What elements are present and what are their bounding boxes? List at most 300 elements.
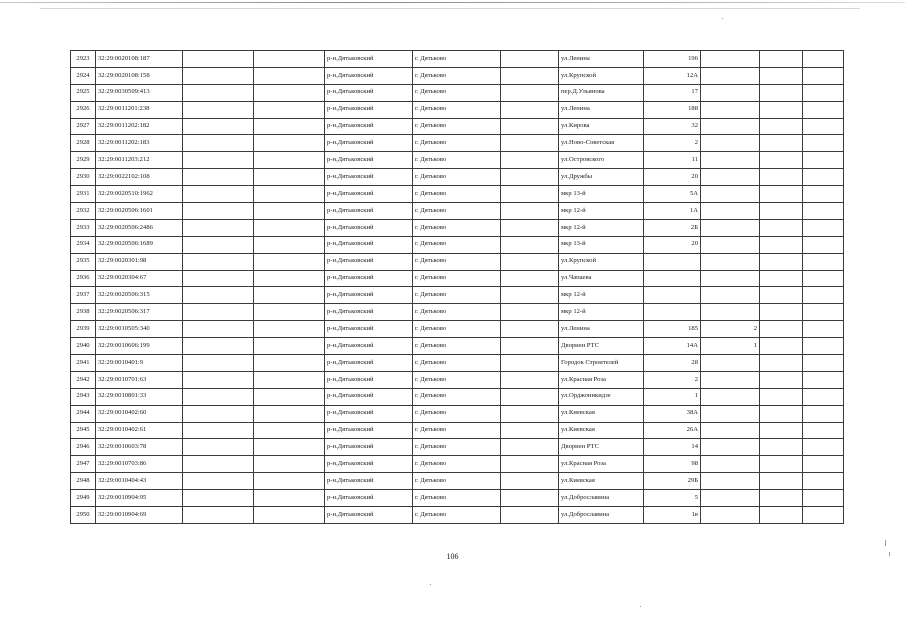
cell-town: г. Дятьково [413,169,501,186]
cell-row-number: 2925 [71,84,96,101]
cell-town: г. Дятьково [413,67,501,84]
cell-empty [501,84,559,101]
cell-street: ул.Красная Роза [559,371,644,388]
cell-empty [803,456,844,473]
cell-empty [254,219,325,236]
cell-empty [501,270,559,287]
table-row [71,101,844,118]
cell-empty [501,186,559,203]
cell-empty [760,203,803,220]
cell-row-number: 2946 [71,439,96,456]
cell-empty [760,355,803,372]
cell-town: г. Дятьково [413,422,501,439]
cell-cadastral-number: 32:29:0020301:98 [96,253,183,270]
cell-cadastral-number: 32:29:0020506:1689 [96,236,183,253]
cell-extra-value [701,405,760,422]
cell-empty [803,355,844,372]
cell-empty [760,388,803,405]
table-row [71,473,844,490]
cell-row-number: 2923 [71,51,96,68]
cell-row-number: 2948 [71,473,96,490]
cell-house-number: 2 [644,135,701,152]
cell-empty [183,439,254,456]
cell-empty [760,507,803,524]
cell-house-number: 14 [644,439,701,456]
cell-house-number: 2Б [644,219,701,236]
table-row [71,118,844,135]
cell-empty [803,388,844,405]
cell-empty [501,321,559,338]
cell-town: г. Дятьково [413,371,501,388]
table-row [71,371,844,388]
cell-district: р-н.Дятьковский [325,304,413,321]
cell-district: р-н.Дятьковский [325,439,413,456]
cell-cadastral-number: 32:29:0010904:95 [96,490,183,507]
cell-empty [501,405,559,422]
cell-extra-value [701,439,760,456]
cell-town: г. Дятьково [413,101,501,118]
cell-extra-value: 1 [701,338,760,355]
cell-cadastral-number: 32:29:0010402:60 [96,405,183,422]
cell-extra-value [701,371,760,388]
cell-town: г. Дятьково [413,388,501,405]
cell-street: мкр 13-й [559,236,644,253]
table-row [71,490,844,507]
cell-town: г. Дятьково [413,287,501,304]
cell-empty [183,405,254,422]
cell-town: г. Дятьково [413,118,501,135]
cell-district: р-н.Дятьковский [325,219,413,236]
cell-empty [501,507,559,524]
cell-house-number [644,304,701,321]
cell-empty [803,371,844,388]
cell-street: ул.Крупской [559,67,644,84]
cell-empty [760,473,803,490]
cell-empty [254,355,325,372]
cell-town: г. Дятьково [413,51,501,68]
cell-row-number: 2949 [71,490,96,507]
cell-empty [183,51,254,68]
scan-speck [889,552,890,556]
cell-town: г. Дятьково [413,473,501,490]
cell-empty [760,422,803,439]
cell-house-number: 38А [644,405,701,422]
cell-empty [803,236,844,253]
cell-empty [501,236,559,253]
cell-district: р-н.Дятьковский [325,371,413,388]
cell-empty [254,304,325,321]
cell-house-number: 5 [644,490,701,507]
cell-street: ул.Доброславина [559,507,644,524]
cell-row-number: 2930 [71,169,96,186]
cell-district: р-н.Дятьковский [325,287,413,304]
cell-town: г. Дятьково [413,456,501,473]
cell-house-number: 2 [644,371,701,388]
cell-empty [183,287,254,304]
cell-cadastral-number: 32:29:0011202:183 [96,135,183,152]
cell-empty [760,219,803,236]
cell-empty [183,338,254,355]
cell-empty [803,270,844,287]
cell-empty [183,203,254,220]
cell-row-number: 2937 [71,287,96,304]
cell-house-number: 1 [644,388,701,405]
table-row [71,456,844,473]
cell-street: Городок Строителей [559,355,644,372]
cell-extra-value [701,186,760,203]
cell-empty [501,422,559,439]
cell-district: р-н.Дятьковский [325,321,413,338]
cell-empty [760,490,803,507]
cell-empty [183,169,254,186]
cell-cadastral-number: 32:29:0010701:63 [96,371,183,388]
cell-empty [760,321,803,338]
cell-district: р-н.Дятьковский [325,490,413,507]
cell-empty [501,152,559,169]
cell-row-number: 2927 [71,118,96,135]
cell-empty [803,253,844,270]
cell-district: р-н.Дятьковский [325,84,413,101]
cell-town: г. Дятьково [413,355,501,372]
cell-street: ул.Орджоникидзе [559,388,644,405]
cell-empty [803,203,844,220]
cell-cadastral-number: 32:29:0010402:61 [96,422,183,439]
cell-empty [254,236,325,253]
cell-house-number: 98 [644,456,701,473]
cell-empty [760,84,803,101]
table-row [71,152,844,169]
cell-empty [803,321,844,338]
cell-empty [760,338,803,355]
cell-empty [803,304,844,321]
cell-empty [254,51,325,68]
cell-cadastral-number: 32:29:0022102:108 [96,169,183,186]
cell-empty [803,422,844,439]
cell-empty [183,67,254,84]
cell-street: ул.Киевская [559,422,644,439]
cell-empty [760,118,803,135]
cell-district: р-н.Дятьковский [325,135,413,152]
cell-extra-value [701,219,760,236]
cell-empty [183,135,254,152]
cell-row-number: 2929 [71,152,96,169]
table-row [71,355,844,372]
cell-empty [254,287,325,304]
cell-row-number: 2944 [71,405,96,422]
table-row [71,439,844,456]
cell-empty [803,219,844,236]
cell-cadastral-number: 32:29:0010505:340 [96,321,183,338]
cell-district: р-н.Дятьковский [325,169,413,186]
cell-town: г. Дятьково [413,321,501,338]
cell-empty [803,186,844,203]
cell-district: р-н.Дятьковский [325,118,413,135]
cell-cadastral-number: 32:29:0020506:2486 [96,219,183,236]
cell-empty [803,118,844,135]
cell-town: г. Дятьково [413,135,501,152]
cell-extra-value [701,388,760,405]
cell-district: р-н.Дятьковский [325,253,413,270]
cell-cadastral-number: 32:29:0010703:86 [96,456,183,473]
cell-town: г. Дятьково [413,219,501,236]
cell-empty [183,321,254,338]
table-row [71,67,844,84]
cell-house-number: 12А [644,67,701,84]
cell-extra-value [701,101,760,118]
cell-empty [760,287,803,304]
cell-empty [183,84,254,101]
table-row [71,304,844,321]
cell-empty [803,338,844,355]
cell-house-number: 32 [644,118,701,135]
cell-empty [183,507,254,524]
cell-street: ул.Красная Роза [559,456,644,473]
cell-empty [760,169,803,186]
cell-town: г. Дятьково [413,236,501,253]
cell-empty [254,152,325,169]
cell-empty [803,169,844,186]
cell-empty [803,101,844,118]
table-row [71,388,844,405]
cell-empty [183,388,254,405]
cell-extra-value [701,304,760,321]
cell-street: ул.Ленина [559,51,644,68]
cell-empty [803,287,844,304]
cell-town: г. Дятьково [413,253,501,270]
cell-street: ул.Киевская [559,405,644,422]
cell-empty [183,422,254,439]
cell-empty [183,371,254,388]
cell-empty [501,388,559,405]
cell-cadastral-number: 32:29:0010603:78 [96,439,183,456]
table-body [71,51,844,524]
cell-house-number: 196 [644,51,701,68]
cell-row-number: 2928 [71,135,96,152]
cell-town: г. Дятьково [413,507,501,524]
cell-empty [254,169,325,186]
cell-empty [183,355,254,372]
cell-empty [760,456,803,473]
cell-street: Двориен РТС [559,338,644,355]
cell-district: р-н.Дятьковский [325,67,413,84]
cell-row-number: 2940 [71,338,96,355]
cell-extra-value [701,422,760,439]
cell-row-number: 2933 [71,219,96,236]
cell-district: р-н.Дятьковский [325,203,413,220]
cell-extra-value [701,507,760,524]
cell-house-number: 26А [644,422,701,439]
cell-empty [760,236,803,253]
cell-empty [254,101,325,118]
cell-street: ул.Островского [559,152,644,169]
table-row [71,287,844,304]
cell-town: г. Дятьково [413,439,501,456]
cell-house-number: 185 [644,321,701,338]
cell-row-number: 2931 [71,186,96,203]
cell-street: Двориен РТС [559,439,644,456]
cell-district: р-н.Дятьковский [325,101,413,118]
cell-empty [254,507,325,524]
cell-empty [803,152,844,169]
cell-street: ул.Ленина [559,321,644,338]
cell-district: р-н.Дятьковский [325,507,413,524]
cell-empty [803,405,844,422]
cell-empty [254,405,325,422]
cell-street: ул.Доброславина [559,490,644,507]
cell-row-number: 2943 [71,388,96,405]
cell-empty [803,51,844,68]
cell-row-number: 2934 [71,236,96,253]
cell-town: г. Дятьково [413,84,501,101]
cell-empty [501,67,559,84]
table-row [71,51,844,68]
cell-empty [254,270,325,287]
cell-empty [803,439,844,456]
cell-empty [760,304,803,321]
cell-empty [760,405,803,422]
cell-house-number: 11 [644,152,701,169]
cell-cadastral-number: 32:29:0020506:317 [96,304,183,321]
table-row [71,422,844,439]
cell-empty [183,270,254,287]
cell-district: р-н.Дятьковский [325,422,413,439]
cell-house-number [644,270,701,287]
cell-empty [254,135,325,152]
cell-street: мкр 12-й [559,203,644,220]
cell-cadastral-number: 32:29:0011201:238 [96,101,183,118]
cell-empty [501,101,559,118]
cell-empty [760,270,803,287]
cell-empty [183,456,254,473]
cell-town: г. Дятьково [413,152,501,169]
cell-extra-value [701,84,760,101]
cell-cadastral-number: 32:29:0020304:67 [96,270,183,287]
cell-empty [254,118,325,135]
cell-district: р-н.Дятьковский [325,473,413,490]
cell-house-number: 1А [644,203,701,220]
table-row [71,507,844,524]
cell-row-number: 2950 [71,507,96,524]
cell-cadastral-number: 32:29:0020108:187 [96,51,183,68]
cell-house-number: 5А [644,186,701,203]
cell-extra-value [701,203,760,220]
scan-speck [430,584,431,585]
cell-extra-value [701,236,760,253]
cell-district: р-н.Дятьковский [325,405,413,422]
cell-empty [254,422,325,439]
cell-empty [760,152,803,169]
cell-empty [254,456,325,473]
cell-empty [501,253,559,270]
cell-row-number: 2924 [71,67,96,84]
cell-empty [183,118,254,135]
cell-street: мкр 13-й [559,186,644,203]
cell-empty [501,490,559,507]
cell-street: мкр 12-й [559,219,644,236]
cell-house-number: 14А [644,338,701,355]
cell-district: р-н.Дятьковский [325,186,413,203]
cell-empty [760,135,803,152]
cell-cadastral-number: 32:29:0011202:182 [96,118,183,135]
cell-empty [760,186,803,203]
table-row [71,321,844,338]
table-row [71,236,844,253]
page-number: 106 [446,552,459,561]
cell-house-number: 29Б [644,473,701,490]
table-row [71,338,844,355]
cell-row-number: 2926 [71,101,96,118]
cell-empty [501,456,559,473]
cell-house-number: 1в [644,507,701,524]
cell-empty [254,490,325,507]
cell-extra-value [701,473,760,490]
cell-empty [501,118,559,135]
cell-empty [501,203,559,220]
cell-empty [803,490,844,507]
cell-extra-value [701,456,760,473]
cell-empty [501,287,559,304]
scan-speck [722,18,723,19]
cell-empty [803,507,844,524]
cell-district: р-н.Дятьковский [325,355,413,372]
cell-extra-value [701,51,760,68]
cell-row-number: 2945 [71,422,96,439]
table-row [71,405,844,422]
scan-edge-line-faint [40,8,860,9]
cell-house-number: 188 [644,101,701,118]
cell-extra-value [701,270,760,287]
cell-extra-value [701,169,760,186]
cell-empty [183,473,254,490]
cell-extra-value [701,118,760,135]
cell-street: пер.Д.Ульянова [559,84,644,101]
cell-street: ул.Ленина [559,101,644,118]
cell-extra-value [701,135,760,152]
scan-edge-line [0,2,905,3]
cell-town: г. Дятьково [413,270,501,287]
cell-row-number: 2939 [71,321,96,338]
cell-district: р-н.Дятьковский [325,236,413,253]
cell-cadastral-number: 32:29:0020506:315 [96,287,183,304]
cell-extra-value [701,287,760,304]
cell-empty [803,473,844,490]
cell-house-number [644,287,701,304]
cell-empty [183,152,254,169]
table-row [71,203,844,220]
cell-row-number: 2942 [71,371,96,388]
cell-empty [254,473,325,490]
cell-cadastral-number: 32:29:0020510:1962 [96,186,183,203]
table-row [71,219,844,236]
cell-row-number: 2938 [71,304,96,321]
cell-empty [254,439,325,456]
cell-street: ул.Киевская [559,473,644,490]
cell-street: ул.Кирова [559,118,644,135]
cell-house-number: 17 [644,84,701,101]
cell-street: ул.Чапаева [559,270,644,287]
scan-speck [885,540,886,546]
cell-street: ул.Ново-Советская [559,135,644,152]
cell-empty [501,355,559,372]
cell-empty [760,101,803,118]
cell-empty [183,219,254,236]
cell-empty [254,371,325,388]
cell-empty [501,473,559,490]
cell-town: г. Дятьково [413,338,501,355]
cell-cadastral-number: 32:29:0020108:158 [96,67,183,84]
cell-cadastral-number: 32:29:0011203:212 [96,152,183,169]
cell-empty [501,51,559,68]
